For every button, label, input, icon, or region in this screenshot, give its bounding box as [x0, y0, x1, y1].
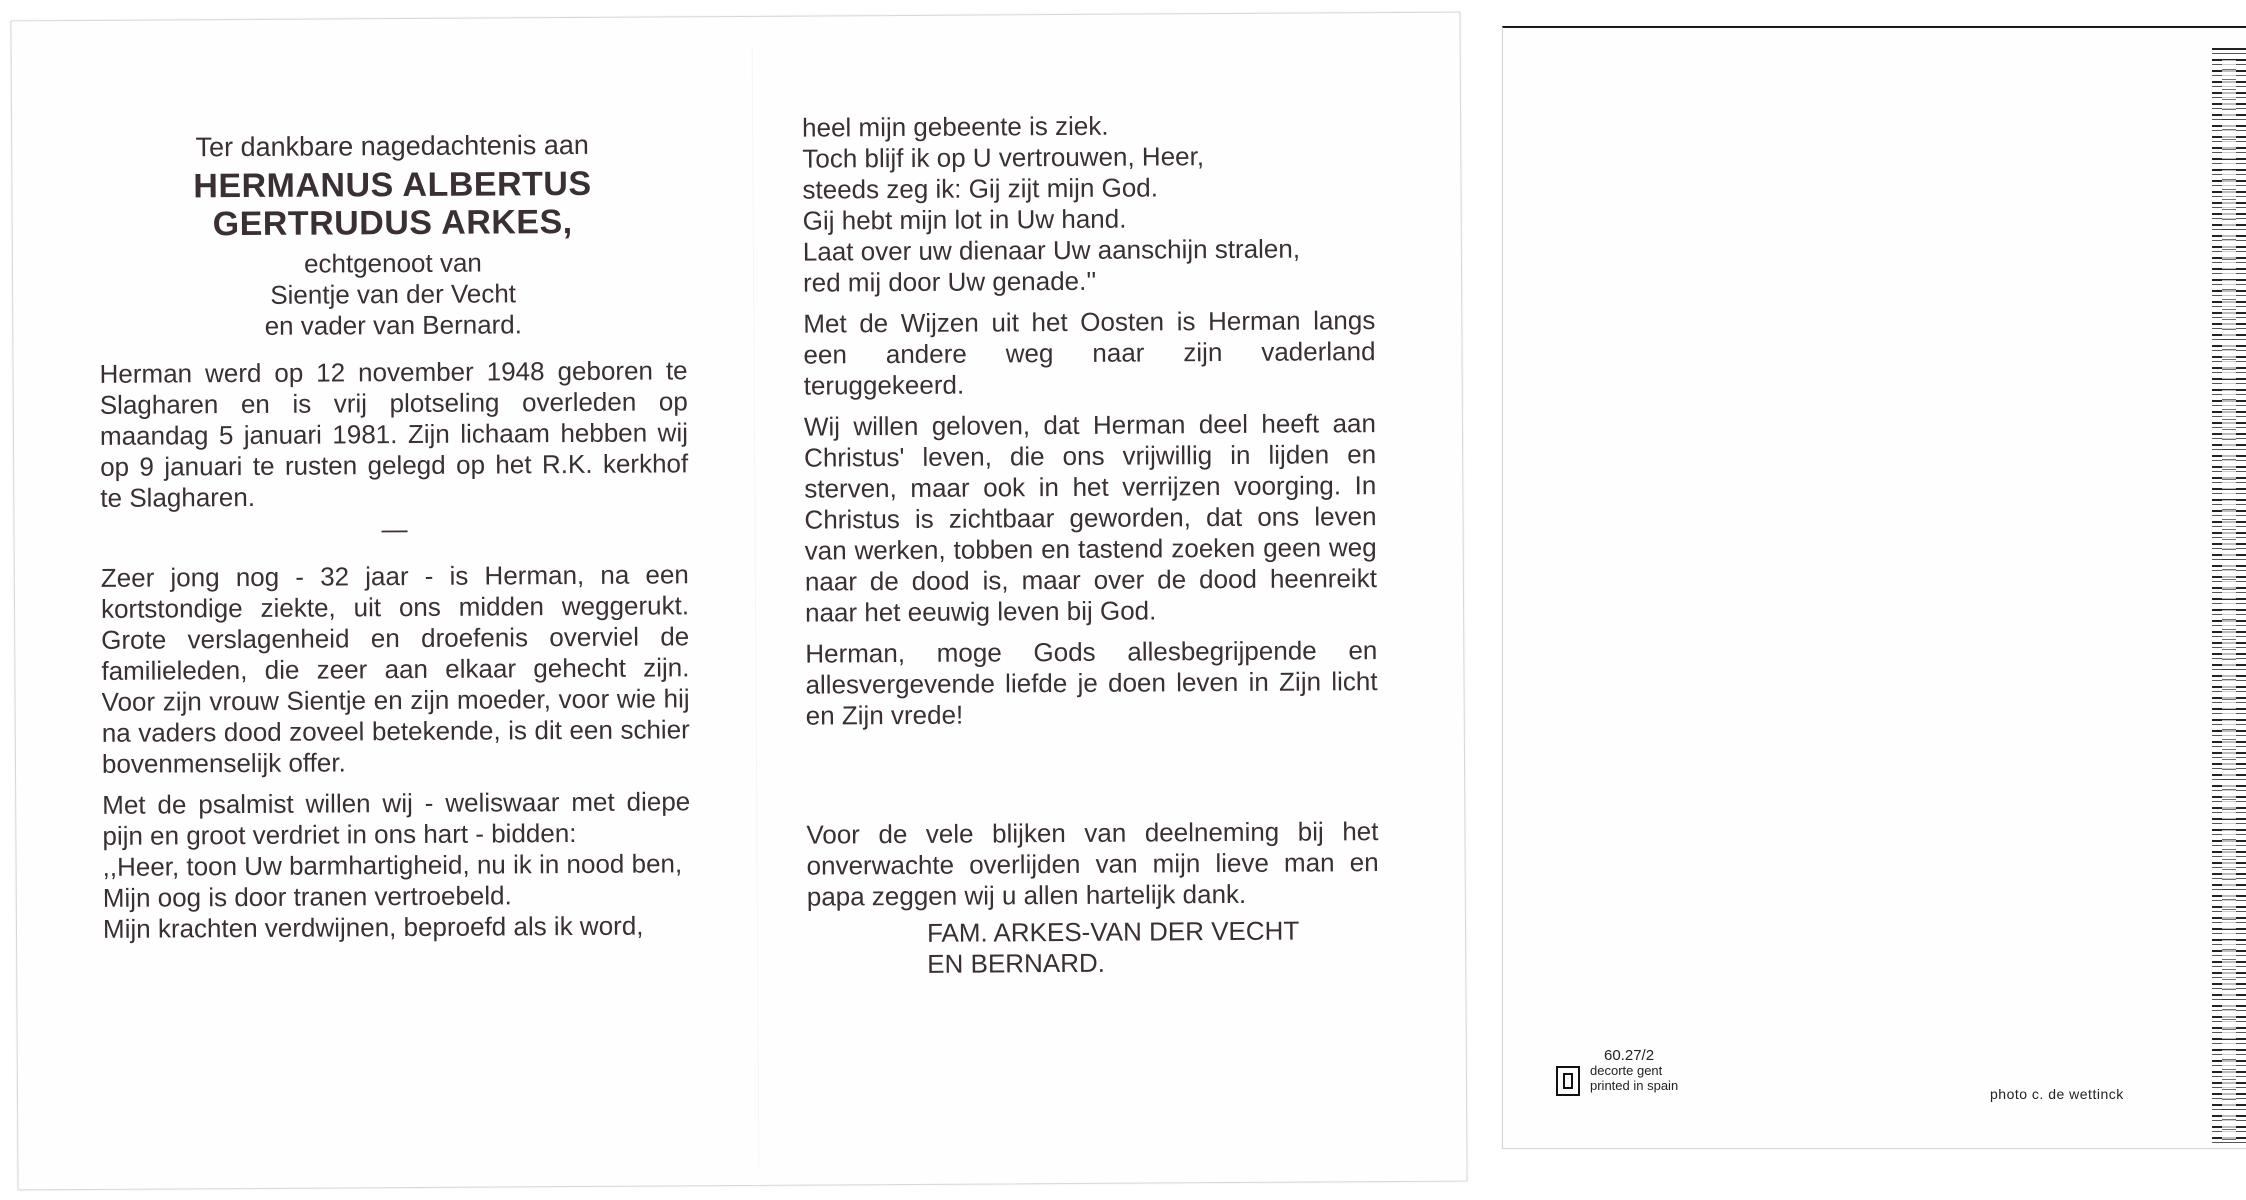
relation-line-1: echtgenoot van: [303, 247, 482, 279]
name-line-2: GERTRUDUS ARKES,: [212, 203, 573, 244]
printed-in: printed in spain: [1590, 1078, 1679, 1093]
printer-imprint: [1556, 1048, 1678, 1093]
paragraph-blessing: Herman, moge Gods allesbegrijpende en allesvergevende liefde je doen leven in Zijn licht en Zijn vrede!: [805, 635, 1378, 731]
paragraph-psalmist: Met de psalmist willen wij - weliswaar met diepe pijn en groot verdriet in ons hart - bidden:: [102, 786, 691, 851]
memorial-card-back: [1502, 26, 2246, 1149]
relation-line-3: en vader van Bernard.: [264, 309, 523, 341]
relation-line-2: Sientje van der Vecht: [270, 278, 517, 310]
psalm-line-7: Gij hebt mijn lot in Uw hand.: [802, 203, 1127, 236]
photo-credit: photo c. de wettinck: [1990, 1086, 2124, 1102]
right-column: [802, 109, 1379, 980]
family-signature: [807, 915, 1379, 980]
intro-text: Ter dankbare nagedachtenis aan: [195, 129, 589, 163]
deceased-name: [98, 164, 686, 244]
paragraph-belief: Wij willen geloven, dat Herman deel heeft aan Christus' leven, die ons vrijwillig in lijden en sterven, maar ook in het verrijzen voorging. In Christus is zichtbaar geworden, dat ons leven van werken, tobben en tastend zoeken geen weg naar de dood is, maar over de dood heenreikt naar het eeuwig leven bij God.: [803, 408, 1377, 628]
card-code: 60.27/2: [1604, 1047, 1655, 1064]
signature-line-2: EN BERNARD.: [927, 947, 1106, 979]
decorte-logo-icon: [1556, 1066, 1580, 1096]
psalm-line-3: Mijn krachten verdwijnen, beproefd als ik word,: [102, 910, 644, 944]
psalm-line-4: heel mijn gebeente is ziek.: [802, 110, 1109, 143]
name-line-1: HERMANUS ALBERTUS: [193, 164, 592, 206]
psalm-line-5: Toch blijf ik op U vertrouwen, Heer,: [802, 141, 1205, 174]
separator-dash: —: [381, 514, 408, 545]
psalm-line-9: red mij door Uw genade.'': [802, 265, 1097, 298]
psalm-line-2: Mijn oog is door tranen vertroebeld.: [102, 880, 512, 913]
biography-paragraph: Herman werd op 12 november 1948 geboren te Slagharen en is vrij plotseling overleden op maandag 5 januari 1981. Zijn lichaam hebben wij op 9 januari te rusten gelegd op het R.K. kerkhof te Slagharen.: [99, 355, 689, 513]
photo-strip-edge-detail: [2222, 60, 2236, 1140]
left-column: [98, 129, 691, 955]
psalm-line-1: ,,Heer, toon Uw barmhartigheid, nu ik in nood ben,: [102, 848, 683, 882]
paragraph-young: Zeer jong nog - 32 jaar - is Herman, na een kortstondige ziekte, uit ons midden weggerukt. Grote verslagenheid en droefenis overviel de familieleden, die zeer aan elkaar gehecht zijn. Voor zijn vrouw Sientje en zijn moeder, voor wie hij na vaders dood zoveel betekende, is dit een schier bovenmenselijk offer.: [100, 559, 690, 779]
signature-line-1: FAM. ARKES-VAN DER VECHT: [926, 915, 1300, 948]
spacer: [806, 738, 1378, 819]
card-fold: [752, 47, 760, 1167]
publisher-name: decorte gent: [1590, 1063, 1663, 1078]
psalm-line-6: steeds zeg ik: Gij zijt mijn God.: [802, 172, 1159, 205]
psalm-line-8: Laat over uw dienaar Uw aanschijn stralen,: [802, 233, 1301, 267]
thanks-paragraph: Voor de vele blijken van deelneming bij het onverwachte overlijden van mijn lieve man en papa zeggen wij u allen hartelijk dank.: [806, 816, 1379, 912]
paragraph-wise-men: Met de Wijzen uit het Oosten is Herman langs een andere weg naar zijn vaderland teruggekeerd.: [803, 305, 1376, 401]
memorial-card-inside: [10, 12, 1467, 1191]
